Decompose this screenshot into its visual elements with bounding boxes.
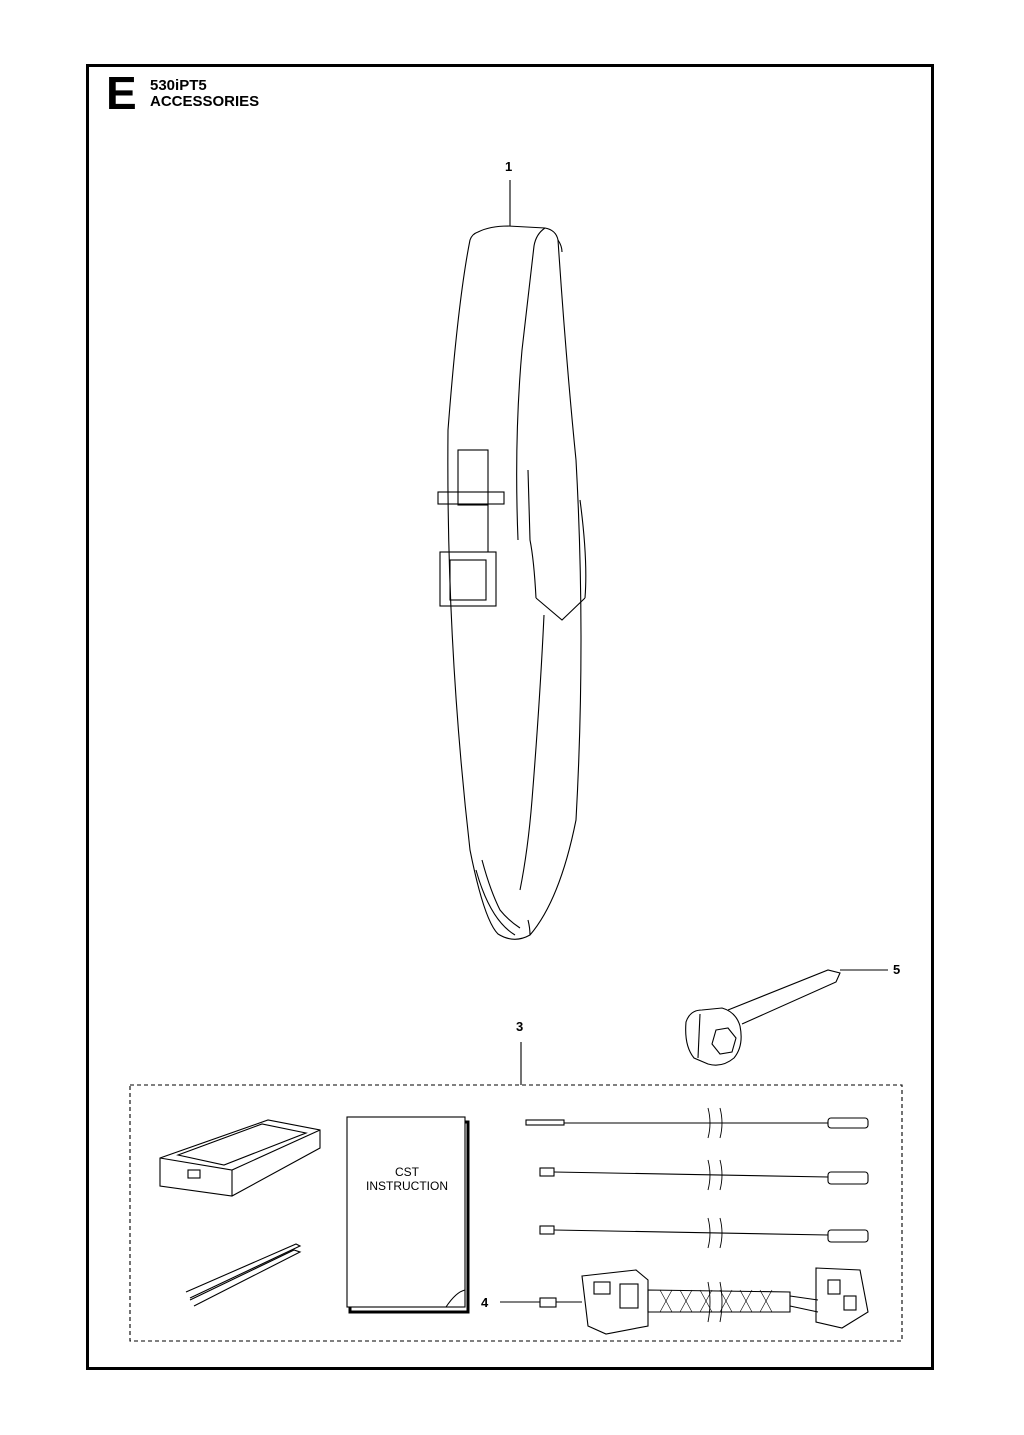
manual-title-line1: CST xyxy=(395,1165,419,1179)
combination-wrench-icon xyxy=(686,970,840,1065)
cable-icon xyxy=(540,1218,868,1248)
callout-harness: 1 xyxy=(505,159,513,174)
model-name: 530iPT5 xyxy=(150,77,207,94)
diagram-title: ACCESSORIES xyxy=(150,93,260,110)
callout-wrench: 5 xyxy=(893,962,901,977)
manual-title-line2: INSTRUCTION xyxy=(366,1179,448,1193)
diagnostic-cable-icon xyxy=(540,1268,868,1334)
cable-icon xyxy=(526,1108,868,1138)
cable-icon xyxy=(540,1160,868,1190)
callout-kit: 3 xyxy=(516,1019,524,1034)
battery-box-icon xyxy=(160,1120,320,1196)
manual-title xyxy=(348,1165,466,1193)
harness-strap-icon xyxy=(438,226,586,939)
callout-cable: 4 xyxy=(481,1295,489,1310)
section-letter: E xyxy=(106,67,137,119)
tweezers-icon xyxy=(186,1244,300,1306)
manual-booklet-icon xyxy=(347,1117,468,1312)
strap-keeper xyxy=(458,450,488,505)
